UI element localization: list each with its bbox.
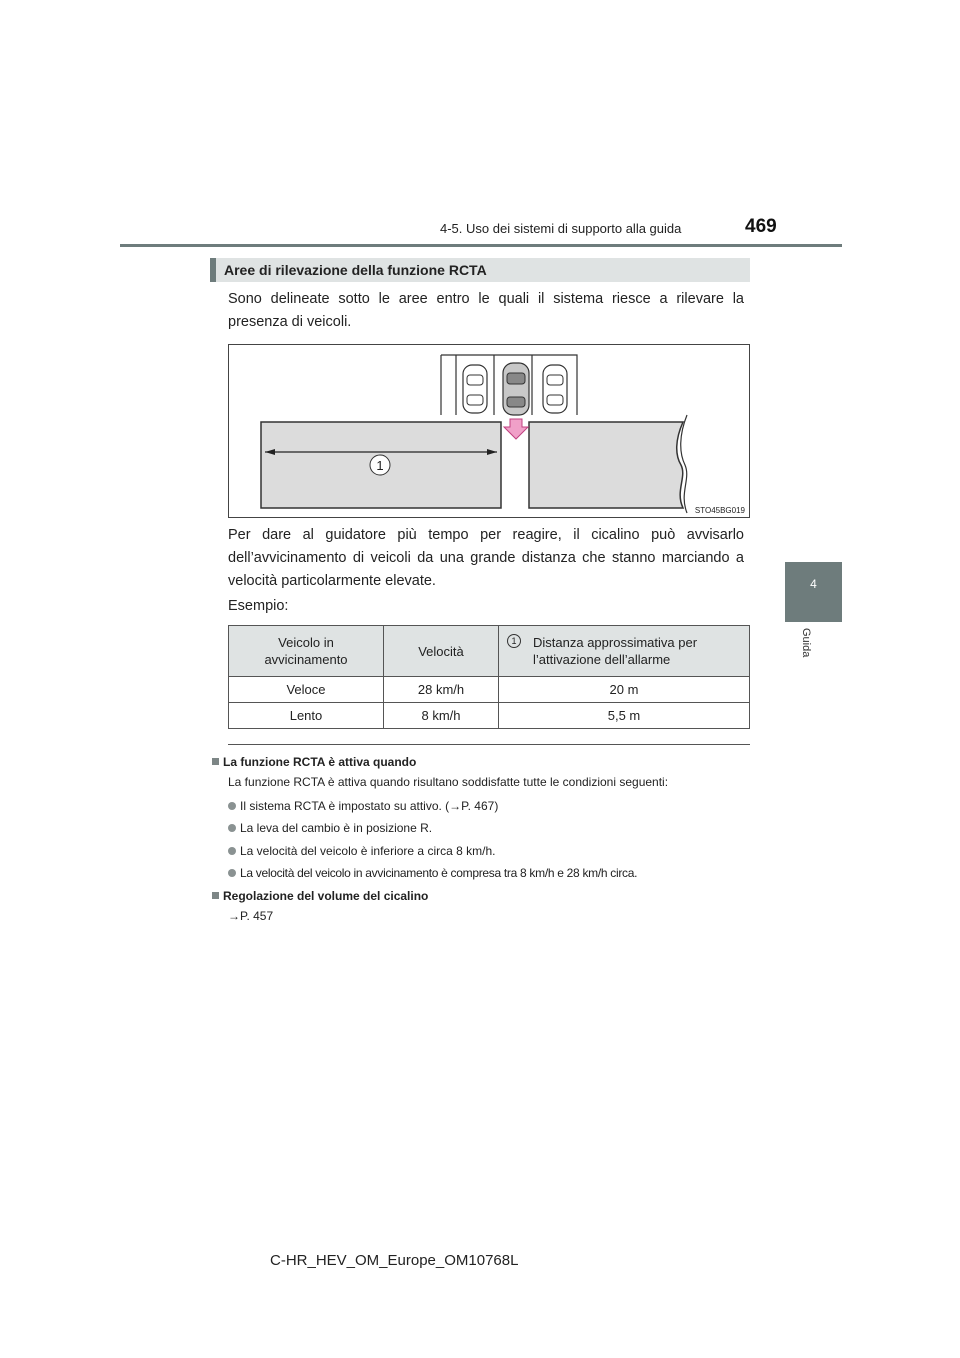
header-rule	[120, 244, 842, 247]
table-cell: 5,5 m	[499, 703, 750, 729]
table-cell: 28 km/h	[384, 677, 499, 703]
round-bullet-icon	[228, 869, 236, 877]
section-heading: Aree di rilevazione della funzione RCTA	[224, 262, 487, 278]
condition-item: Il sistema RCTA è impostato su attivo. (→P. 467)	[228, 799, 498, 814]
round-bullet-icon	[228, 824, 236, 832]
header-section-title: 4-5. Uso dei sistemi di supporto alla guida	[440, 221, 682, 236]
table-header-row	[229, 626, 750, 677]
parked-car-right	[543, 365, 567, 413]
chapter-tab	[785, 562, 842, 622]
figure-code: STO45BG019	[694, 506, 745, 515]
condition-item: La velocità del veicolo in avvicinamento è compresa tra 8 km/h e 28 km/h circa.	[228, 866, 637, 881]
parking-diagram	[229, 345, 749, 517]
table-cell: 20 m	[499, 677, 750, 703]
table-header-cell: Veicolo in avvicinamento	[229, 626, 384, 677]
callout-label: 1	[376, 458, 384, 473]
square-bullet-icon	[212, 892, 219, 899]
table-header-cell: Velocità	[384, 626, 499, 677]
table-row	[229, 677, 750, 703]
condition-item: La leva del cambio è in posizione R.	[228, 821, 432, 836]
right-detection-area	[529, 422, 683, 508]
intro-paragraph: Sono delineate sotto le aree entro le quali il sistema riesce a rilevare la presenza di veicoli.	[228, 291, 744, 330]
table-row	[229, 703, 750, 729]
break-line	[681, 415, 687, 513]
parked-car-left	[463, 365, 487, 413]
note-intro: La funzione RCTA è attiva quando risultano soddisfatte tutte le condizioni seguenti:	[228, 775, 669, 789]
note-heading-volume: Regolazione del volume del cicalino	[212, 889, 428, 904]
notes-divider	[228, 744, 750, 745]
table-cell: Lento	[229, 703, 384, 729]
callout-badge: 1	[507, 634, 521, 648]
table-cell: 8 km/h	[384, 703, 499, 729]
reverse-arrow	[504, 419, 528, 439]
note-heading-active: La funzione RCTA è attiva quando	[212, 755, 416, 770]
round-bullet-icon	[228, 847, 236, 855]
page-number: 469	[745, 216, 777, 237]
chapter-tab-label: Guida	[800, 628, 812, 658]
alarm-distance-table	[228, 625, 750, 729]
chapter-tab-number: 4	[810, 577, 817, 591]
document-code: C-HR_HEV_OM_Europe_OM10768L	[270, 1252, 519, 1269]
table-cell: Veloce	[229, 677, 384, 703]
round-bullet-icon	[228, 802, 236, 810]
detection-area-figure	[228, 344, 750, 518]
page-reference-link[interactable]: →P. 457	[228, 909, 274, 923]
square-bullet-icon	[212, 758, 219, 765]
example-label: Esempio:	[228, 598, 289, 614]
condition-item: La velocità del veicolo è inferiore a circa 8 km/h.	[228, 844, 495, 859]
explanation-paragraph: Per dare al guidatore più tempo per reagire, il cicalino può avvisarlo dell’avvicinamento di veicoli da una grande distanza che stanno marciando a velocità particolarmente elevate.	[228, 527, 744, 589]
table-header-cell: 1 Distanza approssimativa per l’attivazione dell’allarme	[499, 626, 750, 677]
